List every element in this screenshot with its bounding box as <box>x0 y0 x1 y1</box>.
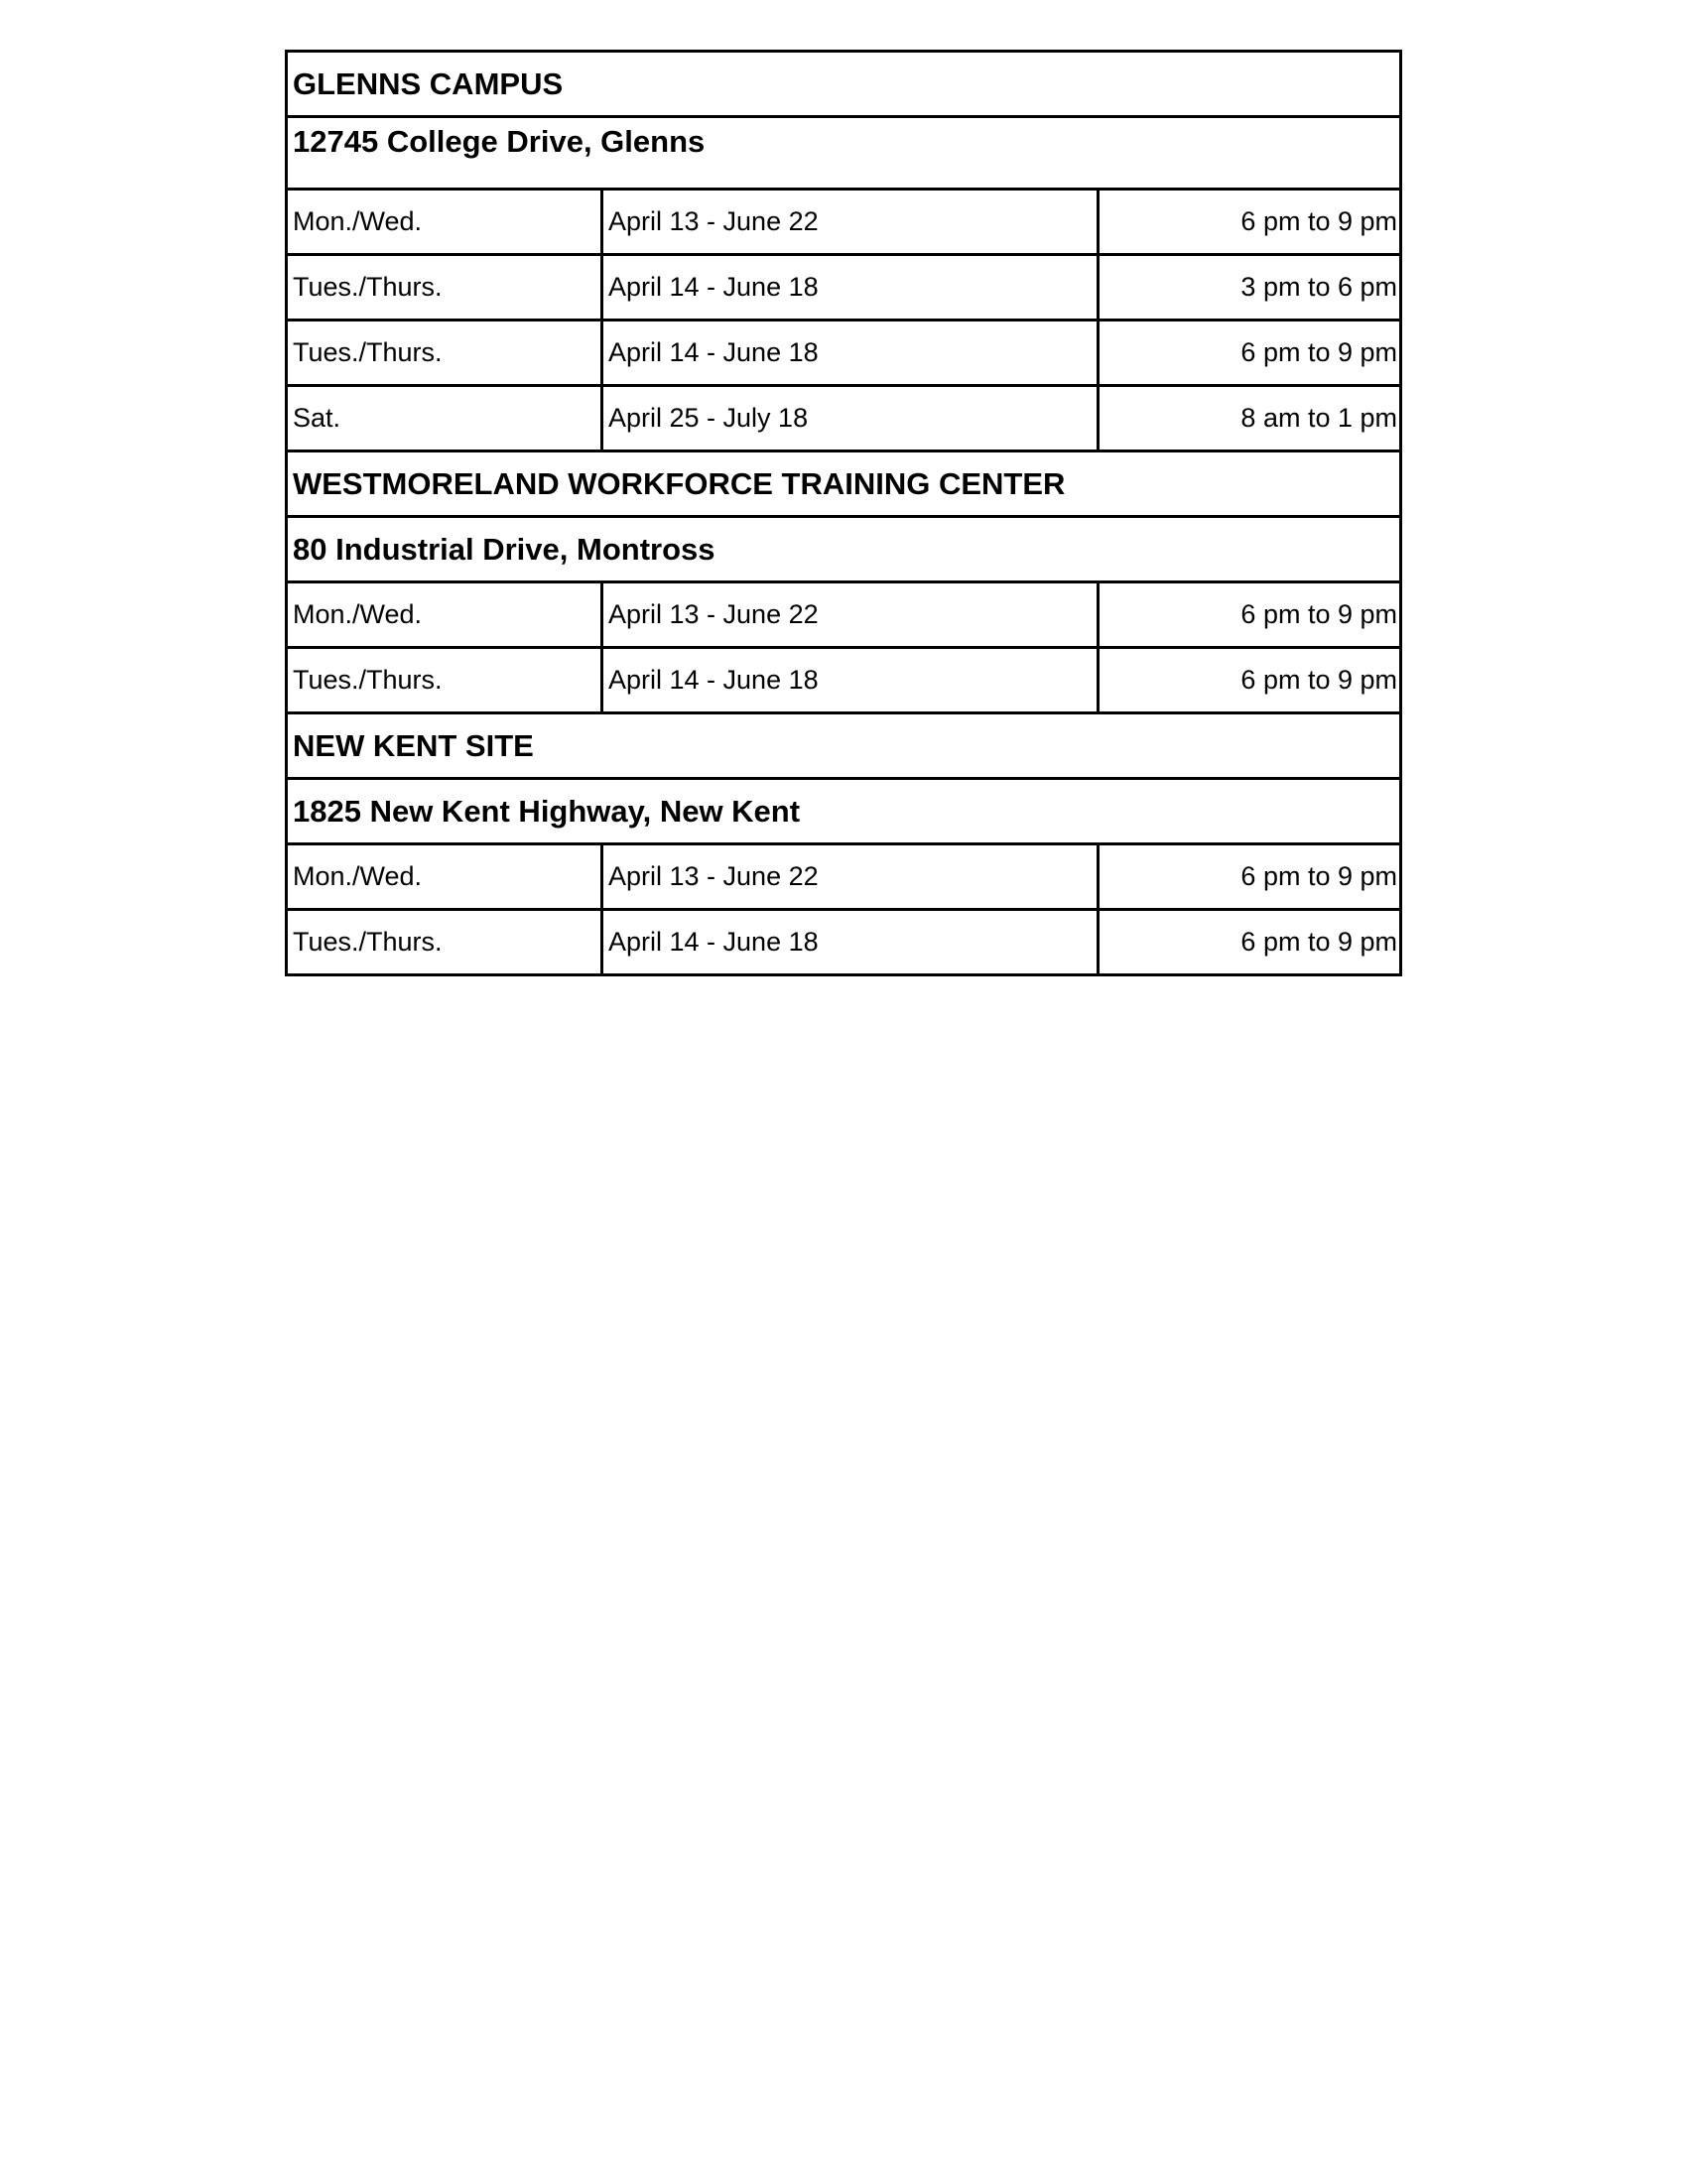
table-row <box>287 321 1401 386</box>
time-cell: 3 pm to 6 pm <box>1099 255 1401 321</box>
time-cell: 8 am to 1 pm <box>1099 386 1401 451</box>
days-cell: Tues./Thurs. <box>287 321 602 386</box>
table-row <box>287 190 1401 255</box>
table-row <box>287 844 1401 910</box>
time-cell: 6 pm to 9 pm <box>1099 321 1401 386</box>
section-address: 80 Industrial Drive, Montross <box>287 517 1401 582</box>
days-cell: Tues./Thurs. <box>287 910 602 975</box>
table-row <box>287 582 1401 648</box>
dates-cell: April 14 - June 18 <box>602 910 1099 975</box>
section-address-row <box>287 517 1401 582</box>
dates-cell: April 13 - June 22 <box>602 582 1099 648</box>
time-cell: 6 pm to 9 pm <box>1099 844 1401 910</box>
section-title: NEW KENT SITE <box>287 713 1401 779</box>
days-cell: Tues./Thurs. <box>287 648 602 713</box>
time-cell: 6 pm to 9 pm <box>1099 648 1401 713</box>
table-row <box>287 648 1401 713</box>
days-cell: Mon./Wed. <box>287 844 602 910</box>
days-cell: Sat. <box>287 386 602 451</box>
section-address-row <box>287 117 1401 190</box>
section-address-row <box>287 779 1401 844</box>
time-cell: 6 pm to 9 pm <box>1099 910 1401 975</box>
dates-cell: April 14 - June 18 <box>602 321 1099 386</box>
section-header-row <box>287 451 1401 517</box>
section-header-row <box>287 713 1401 779</box>
section-address: 1825 New Kent Highway, New Kent <box>287 779 1401 844</box>
days-cell: Mon./Wed. <box>287 582 602 648</box>
dates-cell: April 13 - June 22 <box>602 844 1099 910</box>
days-cell: Tues./Thurs. <box>287 255 602 321</box>
section-title: WESTMORELAND WORKFORCE TRAINING CENTER <box>287 451 1401 517</box>
days-cell: Mon./Wed. <box>287 190 602 255</box>
section-header-row <box>287 52 1401 117</box>
time-cell: 6 pm to 9 pm <box>1099 582 1401 648</box>
time-cell: 6 pm to 9 pm <box>1099 190 1401 255</box>
schedule-table <box>285 50 1402 976</box>
dates-cell: April 14 - June 18 <box>602 648 1099 713</box>
dates-cell: April 13 - June 22 <box>602 190 1099 255</box>
dates-cell: April 25 - July 18 <box>602 386 1099 451</box>
table-row <box>287 386 1401 451</box>
section-address: 12745 College Drive, Glenns <box>287 117 1401 190</box>
section-title: GLENNS CAMPUS <box>287 52 1401 117</box>
table-row <box>287 910 1401 975</box>
dates-cell: April 14 - June 18 <box>602 255 1099 321</box>
table-row <box>287 255 1401 321</box>
